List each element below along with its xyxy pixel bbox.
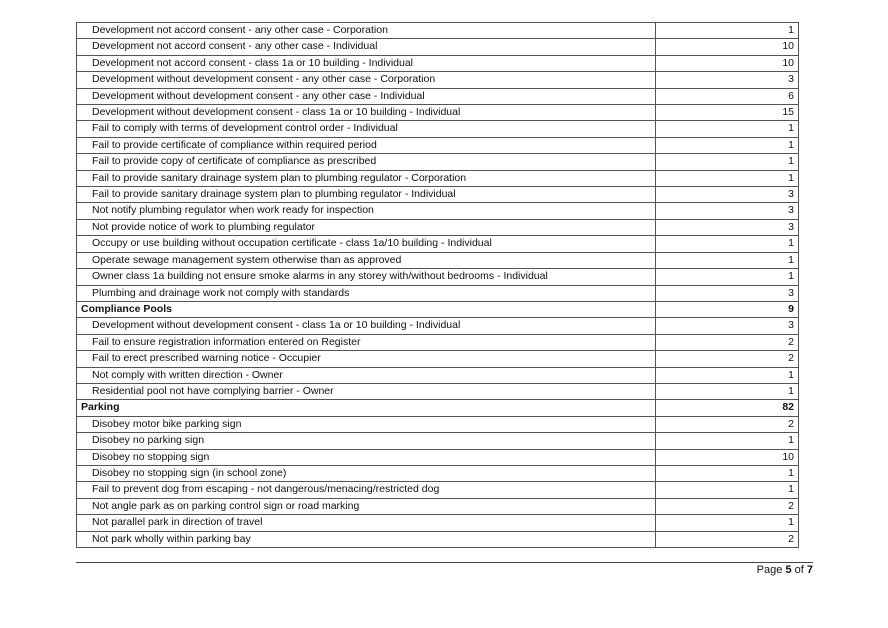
table-row (77, 39, 799, 55)
offence-description: Fail to erect prescribed warning notice - Occupier (77, 351, 656, 367)
offence-description: Not notify plumbing regulator when work ready for inspection (77, 203, 656, 219)
page-prefix: Page (756, 564, 783, 576)
offence-count: 1 (656, 121, 799, 137)
offence-description: Disobey no stopping sign (77, 449, 656, 465)
table-row (77, 416, 799, 432)
table-row (77, 351, 799, 367)
table-row (77, 121, 799, 137)
offence-count: 1 (656, 23, 799, 39)
offence-count: 1 (656, 515, 799, 531)
table-row (77, 334, 799, 350)
offence-count: 10 (656, 39, 799, 55)
table-row (77, 449, 799, 465)
offence-count: 3 (656, 318, 799, 334)
offence-description: Not park wholly within parking bay (77, 531, 656, 547)
offence-description: Not parallel park in direction of travel (77, 515, 656, 531)
offence-description: Development not accord consent - any other case - Corporation (77, 23, 656, 39)
offence-count: 10 (656, 449, 799, 465)
offence-description: Operate sewage management system otherwise than as approved (77, 252, 656, 268)
footer-divider (76, 562, 813, 563)
offence-description: Fail to comply with terms of development control order - Individual (77, 121, 656, 137)
offence-report-table-container (76, 22, 799, 548)
table-row (77, 433, 799, 449)
table-row (77, 318, 799, 334)
table-row (77, 269, 799, 285)
section-header-row (77, 400, 799, 416)
offence-description: Plumbing and drainage work not comply with standards (77, 285, 656, 301)
section-title: Parking (77, 400, 656, 416)
offence-count: 1 (656, 482, 799, 498)
offence-description: Fail to ensure registration information entered on Register (77, 334, 656, 350)
section-total: 9 (656, 301, 799, 317)
table-row (77, 498, 799, 514)
offence-count: 1 (656, 170, 799, 186)
section-header-row (77, 301, 799, 317)
offence-count: 2 (656, 531, 799, 547)
page-current: 5 (785, 564, 792, 576)
offence-count: 3 (656, 203, 799, 219)
offence-count: 1 (656, 154, 799, 170)
table-row (77, 465, 799, 481)
offence-report-table (76, 22, 799, 548)
offence-description: Fail to provide certificate of compliance within required period (77, 137, 656, 153)
table-row (77, 105, 799, 121)
table-row (77, 55, 799, 71)
offence-description: Fail to provide copy of certificate of compliance as prescribed (77, 154, 656, 170)
table-row (77, 170, 799, 186)
offence-description: Development without development consent - any other case - Corporation (77, 72, 656, 88)
table-row (77, 137, 799, 153)
page-total: 7 (806, 564, 813, 576)
table-row (77, 515, 799, 531)
offence-description: Development without development consent - class 1a or 10 building - Individual (77, 105, 656, 121)
table-row (77, 367, 799, 383)
table-row (77, 531, 799, 547)
page-number (757, 564, 813, 576)
section-title: Compliance Pools (77, 301, 656, 317)
offence-description: Residential pool not have complying barrier - Owner (77, 383, 656, 399)
offence-count: 1 (656, 269, 799, 285)
offence-description: Not provide notice of work to plumbing regulator (77, 219, 656, 235)
offence-count: 2 (656, 334, 799, 350)
offence-count: 1 (656, 465, 799, 481)
table-row (77, 285, 799, 301)
offence-description: Not angle park as on parking control sign or road marking (77, 498, 656, 514)
table-row (77, 203, 799, 219)
offence-count: 1 (656, 137, 799, 153)
offence-count: 1 (656, 236, 799, 252)
offence-description: Development not accord consent - class 1a or 10 building - Individual (77, 55, 656, 71)
page-of: of (794, 564, 804, 576)
table-row (77, 72, 799, 88)
table-row (77, 252, 799, 268)
table-row (77, 482, 799, 498)
offence-count: 1 (656, 367, 799, 383)
offence-count: 3 (656, 72, 799, 88)
offence-count: 15 (656, 105, 799, 121)
offence-count: 3 (656, 187, 799, 203)
offence-count: 2 (656, 351, 799, 367)
offence-count: 10 (656, 55, 799, 71)
section-total: 82 (656, 400, 799, 416)
offence-description: Occupy or use building without occupation certificate - class 1a/10 building - Individual (77, 236, 656, 252)
offence-description: Fail to provide sanitary drainage system plan to plumbing regulator - Corporation (77, 170, 656, 186)
offence-description: Not comply with written direction - Owner (77, 367, 656, 383)
offence-description: Disobey motor bike parking sign (77, 416, 656, 432)
table-row (77, 236, 799, 252)
table-row (77, 383, 799, 399)
offence-description: Disobey no stopping sign (in school zone) (77, 465, 656, 481)
offence-description: Development not accord consent - any other case - Individual (77, 39, 656, 55)
offence-count: 1 (656, 383, 799, 399)
offence-count: 3 (656, 285, 799, 301)
table-row (77, 23, 799, 39)
offence-count: 3 (656, 219, 799, 235)
offence-description: Development without development consent - any other case - Individual (77, 88, 656, 104)
table-row (77, 187, 799, 203)
table-row (77, 88, 799, 104)
offence-count: 1 (656, 252, 799, 268)
offence-description: Disobey no parking sign (77, 433, 656, 449)
table-row (77, 154, 799, 170)
offence-description: Owner class 1a building not ensure smoke alarms in any storey with/without bedrooms - Individual (77, 269, 656, 285)
offence-description: Fail to prevent dog from escaping - not dangerous/menacing/restricted dog (77, 482, 656, 498)
table-body (77, 23, 799, 548)
offence-count: 1 (656, 433, 799, 449)
offence-description: Development without development consent - class 1a or 10 building - Individual (77, 318, 656, 334)
table-row (77, 219, 799, 235)
offence-count: 2 (656, 498, 799, 514)
offence-count: 2 (656, 416, 799, 432)
offence-count: 6 (656, 88, 799, 104)
offence-description: Fail to provide sanitary drainage system plan to plumbing regulator - Individual (77, 187, 656, 203)
